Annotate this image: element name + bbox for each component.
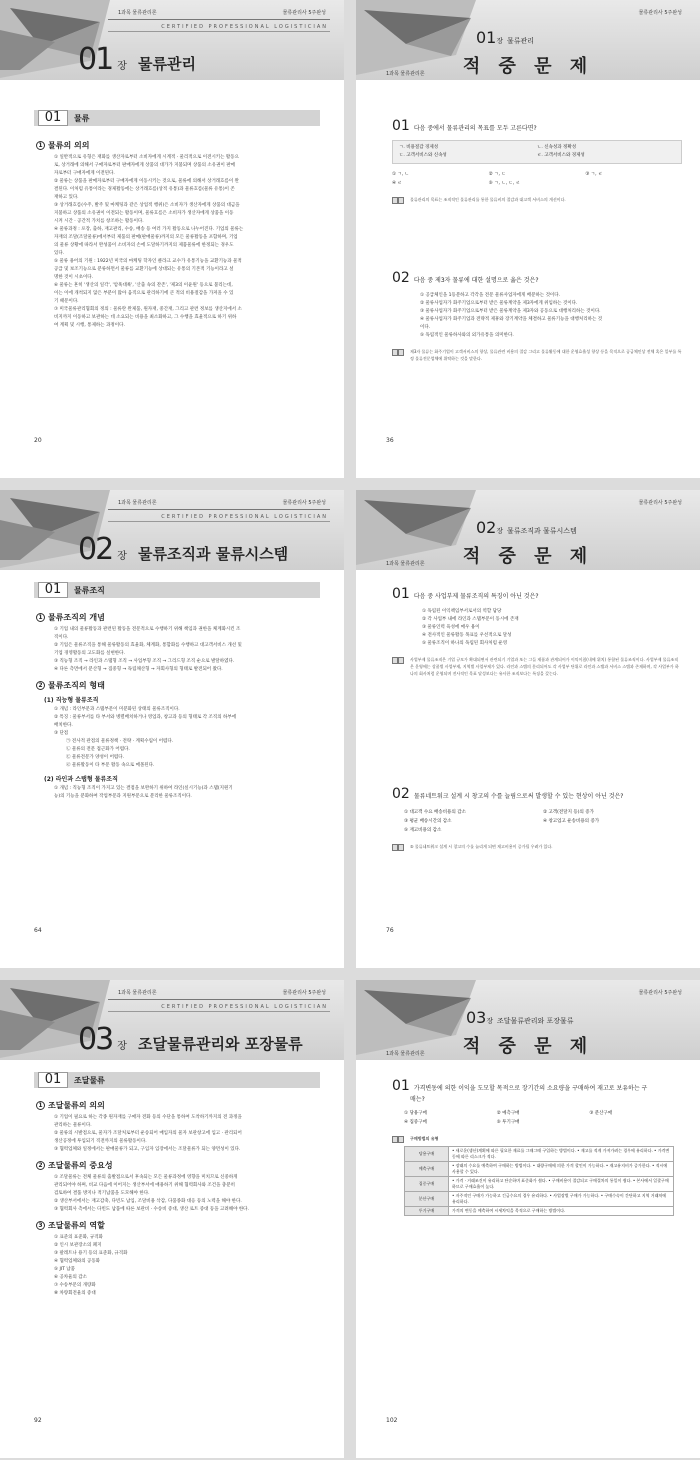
series-label: 물류관리사 5주완성 [282, 500, 326, 506]
series-label: 물류관리사 5주완성 [638, 500, 682, 506]
option[interactable]: ④ 창고업고 운송비용의 증가 [543, 819, 600, 824]
item-list [36, 154, 326, 330]
list-item: 공급 및 보조기능으로 분류하면서 물류를 교환기능에 상대되는 유통의 기본적 기능이라고 설 [54, 267, 234, 272]
list-item: 결된다. 이처럼 유통이라는 경제활동에는 상거래흐름(상적 유통)과 물류흐름(물류 유통)이 존 [54, 187, 235, 192]
header-rule [108, 509, 330, 510]
list-item: 관리되어야 하며, 비교 다음에 이어지는 생산부서에 애용하기 위해 협력회사와 조건을 충분히 [54, 1183, 235, 1188]
section-bar [34, 582, 320, 598]
option: 이다. [420, 325, 431, 330]
quiz-title: 적 중 문 제 [462, 546, 594, 567]
chapter-number: 01 [476, 28, 497, 47]
subject-label: 1과목 물류관리론 [118, 500, 157, 506]
chapter-number: 02 [476, 518, 497, 537]
heading-number: 1 [36, 141, 45, 150]
list-item: ㉡ 물류의 전문 접근화가 어렵다. [66, 747, 130, 752]
chapter-name: 조달물류관리와 포장물류 [496, 1017, 574, 1025]
list-item: 기 때문이다. [54, 299, 79, 304]
list-item: 이는 이에 개척되지 않은 부분이 많아 움직으로 관리하기에 큰 적의 비용절감을 가져올 수 있 [54, 291, 234, 296]
table-title: 구매방법의 유형 [410, 1136, 439, 1141]
page-number: 102 [386, 1417, 398, 1424]
list-item: 자로부터 구매자에게 이전된다. [54, 171, 115, 176]
list-item: ⑥ 공차율의 감소 [54, 1275, 87, 1280]
table-key-cell: 투기구매 [405, 1207, 449, 1216]
series-label: 물류관리사 5주완성 [282, 10, 326, 16]
chapter-title [78, 532, 288, 567]
heading-text: 물류의 의의 [48, 141, 90, 150]
page-number: 20 [34, 437, 42, 444]
question-1 [392, 1078, 682, 1216]
option: ① 독립된 이익책임부서로서의 역할 담당 [422, 609, 502, 614]
list-item: 로, 상거래에 의해서 구매자로부터 판매자에게 상품의 대가가 지불되며 상품의 소유권이 판매 [54, 163, 235, 168]
option: ② 물류사업자가 화주기업으로부터 받은 물류계약을 제3자에게 위임하는 것이다. [420, 301, 578, 306]
section-bar [34, 1072, 320, 1088]
option: ④ 전사적인 물류활동 목표를 우선적으로 달성 [422, 633, 512, 638]
list-item: 의 물류 상황에 따라서 완성품이 소비자의 손에 도달하기까지의 제품물류에 한정되는 경우도 [54, 243, 234, 248]
header-rule [108, 999, 330, 1000]
option[interactable]: ⑤ ㄱ, ㄴ, ㄷ, ㄹ [488, 181, 521, 186]
explanation-text: 물류관리의 목표는 조직적인 물류관리를 통한 물류비의 절감과 대고객 서비스의 개선이다. [410, 197, 566, 202]
section-number: 01 [38, 1072, 68, 1088]
header-rule [108, 1011, 330, 1012]
choice-box [392, 140, 682, 164]
list-item: 검토하여 결품 방지나 적기납품을 도모해야 한다. [54, 1191, 150, 1196]
question-text: 다음 중 제3자 물류에 대한 설명으로 옳은 것은? [413, 277, 539, 284]
heading-text: 조달물류의 역할 [48, 1221, 105, 1230]
quiz-title: 적 중 문 제 [462, 1036, 594, 1057]
list-item: ① 조달물류는 전체 물류의 출발점으로서 후속되는 모든 물류과정에 영향을 미치므로 신중하게 [54, 1175, 238, 1180]
list-item: ㉣ 물류활동이 타 부문 활동 속으로 매몰된다. [66, 763, 155, 768]
question-2 [392, 786, 682, 850]
explanation-text: ⑤ 물류네트워크 설계 시 창고의 수를 늘리게 되면 재고비용이 증가될 우려가 있다. [410, 844, 553, 849]
page-102 [356, 980, 700, 1458]
chapter-number: 03 [466, 1008, 487, 1027]
subject-sub: 1과목 물류관리론 [386, 71, 425, 77]
explanation-text: 사업부제 물류조직은 기업 규모가 확대되면서 관련되기 기업과 또는 그들 제품과 관계되어가 이익이침(내에 위치) 통합된 물류조직이다. 사업부제 물류조직은 운영에는 상품별 사업부제, 지역별 사업부제가 있다. 라인과 스탭의 분리되어도 각 사업부 단위로 라인과 스탭과 서비스 스탭과 존재하며, 각 사업부가 하나의 회사처럼 운영되며 전사적인 목표 달성보다는 유사한 조직보다는 특징을 갖는다. [410, 657, 679, 676]
quiz-title: 적 중 문 제 [462, 56, 594, 77]
table-key-cell: 분산구매 [405, 1192, 449, 1207]
chapter-name: 물류관리 [506, 37, 535, 45]
list-item: ㉠ 전사적 관점의 물류정책 · 전략 · 계획수립이 어렵다. [66, 739, 174, 744]
option: ⑤ 물류조직이 하나의 독립된 회사처럼 운영 [422, 641, 508, 646]
list-item: ㉢ 물류전문가 양성이 어렵다. [66, 755, 125, 760]
option[interactable]: ⑤ 재고비용의 감소 [404, 828, 442, 833]
chapter-title [476, 518, 577, 537]
heading-text: 물류조직의 형태 [48, 681, 105, 690]
subject-sub: 1과목 물류관리론 [386, 561, 425, 567]
subject-label: 1과목 물류관리론 [118, 990, 157, 996]
list-item: 직이다. [54, 635, 69, 640]
table-value-cell: • 자주적인 구매가 가능하고 긴급수요의 경우 유리하다. • 사업장별 구매가 가능하다. • 구매수속이 간단하고 지역 거래처에 유리하다. [449, 1192, 674, 1207]
question-number: 01 [392, 1078, 410, 1094]
subject-sub: 1과목 물류관리론 [386, 1051, 425, 1057]
content-block [36, 606, 326, 801]
explanation [392, 196, 682, 203]
explanation [392, 656, 682, 677]
list-item: ⑦ 수송부문의 개량화 [54, 1283, 96, 1288]
heading [36, 680, 326, 691]
list-item: ③ 협력회사 측에서는 다빈도 납품에 따른 보관비 · 수송비 증대, 생산 로트 증대 등을 고려해야 한다. [54, 1207, 249, 1212]
item-list [36, 1234, 326, 1298]
heading-number: 1 [36, 1101, 45, 1110]
book-icon [392, 656, 404, 665]
list-item: ⑧ 차량회전율의 증대 [54, 1291, 96, 1296]
heading-text: 조달물류의 중요성 [48, 1161, 113, 1170]
series-label: 물류관리사 5주완성 [282, 990, 326, 996]
list-item: ③ 상거래흐름(수주, 발주 및 마케팅과 같은 상업적 행위)은 소비자가 생산자에게 상품의 대금을 [54, 203, 240, 208]
item-list [36, 1174, 326, 1214]
choice: ㄴ. 신속성과 정확성 [537, 145, 577, 150]
list-item: 관리하는 물류이다. [54, 1123, 92, 1128]
heading-number: 1 [36, 613, 45, 622]
option[interactable]: ③ ㄱ, ㄹ [585, 172, 603, 177]
book-icon [392, 1135, 404, 1144]
list-item: ② 특징 : 물류부서를 타 부서와 병렬배치하거나 영업과, 창고과 등의 형태로 각 조직의 하부에 [54, 715, 237, 720]
subheading: (2) 라인과 스탭형 물류조직 [44, 776, 118, 783]
heading [36, 1100, 326, 1111]
list-item: ① 기업 내의 물류활동과 관련된 활동을 전문적으로 수행하기 위해 책임과 권한을 체계화시킨 조 [54, 627, 241, 632]
option: ④ 물류사업자가 화주기업과 전략적 제휴와 장기계약을 체결하고 물류기능을 대행처리하는 것 [420, 317, 603, 322]
page-number: 76 [386, 927, 394, 934]
page-number: 92 [34, 1417, 42, 1424]
option[interactable]: ③ 분산구매 [589, 1111, 613, 1116]
chapter-suffix: 장 [486, 1017, 494, 1025]
chapter-suffix: 장 [117, 1041, 127, 1052]
option[interactable]: ① ㄱ, ㄴ [392, 172, 410, 177]
question-number: 01 [392, 118, 410, 134]
option[interactable]: ② ㄱ, ㄷ [488, 172, 506, 177]
list-item: ⑥ 물류는 흔히 '생산의 일각', '암흑대륙', '산출 속의 잔존', '제3의 이윤원' 등으로 불리는데, [54, 283, 233, 288]
heading-text: 물류조직의 개념 [48, 613, 105, 622]
list-item: ③ 팔레트나 용기 등의 표준화, 규격화 [54, 1251, 128, 1256]
content-block [36, 134, 326, 330]
table-caption [392, 1135, 682, 1142]
list-item: ② 인시 보관장소의 폐지 [54, 1243, 102, 1248]
chapter-number: 01 [78, 42, 113, 77]
question-2 [392, 270, 682, 362]
heading [36, 1160, 326, 1171]
question-number: 02 [392, 786, 410, 802]
page-number: 36 [386, 437, 394, 444]
subject-label: 1과목 물류관리론 [118, 10, 157, 16]
tagline: CERTIFIED PROFESSIONAL LOGISTICIAN [161, 1004, 328, 1010]
page-92 [0, 980, 344, 1458]
option-list [404, 1109, 682, 1127]
list-item: 능)의 기능을 분화하여 작업부문과 지원부문으로 분리한 물류조직이다. [54, 794, 192, 799]
list-item: ② 기업은 물류조직을 통해 물류활동의 효율화, 체계화, 통합화를 수행하고 대고객서비스 개선 및 [54, 643, 242, 648]
list-item: 시켜 시간 · 공간적 가치를 창조하는 활동이다. [54, 219, 144, 224]
page-76 [356, 490, 700, 968]
header-rule [108, 521, 330, 522]
chapter-name: 조달물류관리와 포장물류 [138, 1035, 303, 1053]
choice: ㄹ. 고객서비스와 경제성 [537, 153, 585, 158]
option: ③ 물류사업자가 화주기업으로부터 받은 물류계약을 제3자와 공동으로 대행처리하는 것이다. [420, 309, 601, 314]
table-value-cell: • 새로운(생산)계획에 따른 필요한 재료를 그때그때 구입하는 방법이다. • 재고를 적게 가져가려는 경우에 유리하다. • 가격변동에 따른 리스크가 적다. [449, 1147, 674, 1162]
list-item: ① 개념 : 직능형 조직이 가지고 있는 결점을 보완하기 위하여 라인(실시기능)과 스탭(지원기 [54, 786, 233, 791]
list-item: ⑦ 미국물류관리협회의 정의 : 물류란 완제품, 원자재, 중간재, 그리고 관련 정보를 생산지에서 소 [54, 307, 242, 312]
question-text: 다음 중 사업부제 물류조직의 특징이 아닌 것은? [413, 593, 539, 600]
heading [36, 1220, 326, 1231]
list-item: 비지까지 이동하고 보관하는 데 소요되는 비용을 최소화하고, 그 수행을 효율적으로 하기 위하 [54, 315, 237, 320]
heading-number: 3 [36, 1221, 45, 1230]
option: ⑤ 독립적인 물류하사와의 외가유통을 의미한다. [420, 333, 514, 338]
section-number: 01 [38, 582, 68, 598]
list-item: ① 일반적으로 유형은 재화를 생산자로부터 소비자에게 시계적 · 물리적으로 이전시키는 활동으 [54, 155, 239, 160]
option-list [404, 808, 682, 835]
page-20 [0, 0, 344, 478]
option: ① 공급체인을 1등분하고 각각을 전문 물류사업자에게 배분하는 것이다. [420, 293, 561, 298]
explanation-text: 제3자 물류는 화주기업이 고객서비스의 향상, 물류관련 비용의 절감 그리고 물류활동에 대한 운영효율성 향상 등을 목적으로 공급체인상 전체 혹은 일부를 특정 물류전문업체에 위탁하는 것을 말한다. [410, 349, 682, 361]
list-item: 재하고 있다. [54, 195, 79, 200]
option[interactable]: ① 당용구매 [404, 1111, 427, 1116]
option[interactable]: ② 고객(전달지 등)의 증가 [543, 810, 594, 815]
chapter-suffix: 장 [117, 61, 127, 72]
question-text: 가격변동에 의한 이익을 도모할 목적으로 장기간의 소요량을 구매하여 재고로 보유하는 구 [413, 1085, 648, 1092]
section-bar [34, 110, 320, 126]
table-value-cell: • 가격 · 거래조건이 유리하고 단순하며 표준화가 쉽다. • 구매비용이 절감되고 구매절차의 통일이 쉽다. • 본사에서 일괄구매하므로 구매효율이 높다. [449, 1177, 674, 1192]
chapter-number: 02 [78, 532, 113, 567]
series-label: 물류관리사 5주완성 [638, 990, 682, 996]
heading [36, 140, 326, 151]
item-list [36, 706, 326, 738]
table-row [405, 1192, 674, 1207]
list-item: ② 물류는 상품을 판매자로부터 구매자에게 이동시키는 것으로, 물류에 의해서 상거래흐름이 완 [54, 179, 239, 184]
header-rule [108, 19, 330, 20]
book-icon [392, 843, 404, 852]
option[interactable]: ② 예측구매 [496, 1111, 520, 1116]
question-1 [392, 118, 682, 203]
page-36 [356, 0, 700, 478]
table-row [405, 1207, 674, 1216]
table-row [405, 1177, 674, 1192]
list-item: ④ 협력업체와의 공동화 [54, 1259, 101, 1264]
section-title: 물류조직 [74, 586, 105, 595]
heading [36, 612, 326, 623]
book-icon [392, 348, 404, 357]
option[interactable]: ⑤ 투기구매 [496, 1120, 520, 1125]
item-list [36, 785, 326, 801]
list-item: 기업 경영활동의 고도화를 실현한다. [54, 651, 125, 656]
list-item: ③ 단점 [54, 731, 69, 736]
list-item: ① 표준의 표준화, 규격화 [54, 1235, 103, 1240]
question-number: 01 [392, 586, 410, 602]
item-list [36, 1114, 326, 1154]
heading-number: 2 [36, 1161, 45, 1170]
chapter-name: 물류관리 [138, 55, 197, 73]
list-item: ① 기업이 필요로 하는 각종 원자재를 구매자 전화 등의 수단을 통하여 도착하기까지의 전 과정을 [54, 1115, 242, 1120]
table-value-cell: • 장래의 수요를 예측하여 구매하는 방법이다. • 대량구매에 의한 가격 할인이 가능하다. • 재고유지비가 증가한다. • 적시에 사용할 수 있다. [449, 1162, 674, 1177]
list-item: ⑤ 물류 용어의 기원 : 1922년 미국의 마케팅 학자인 클라크 교수가 유통기능을 교환기능과 물적 [54, 259, 242, 264]
question-text-cont: 매는? [410, 1096, 425, 1103]
chapter-title [78, 1022, 303, 1057]
tagline: CERTIFIED PROFESSIONAL LOGISTICIAN [161, 24, 328, 30]
item-list [36, 626, 326, 674]
option: ② 각 사업부 내에 라인과 스탭부문이 동시에 존재 [422, 617, 519, 622]
question-text: 물류네트워크 설계 시 창고의 수를 늘림으로써 발생할 수 있는 현상이 아닌 것은? [413, 793, 624, 800]
list-item: ② 물류의 시발점으로, 물자가 조달처로부터 운송되어 매입자의 물자 보관창고에 입고 · 관리되어 [54, 1131, 242, 1136]
question-1 [392, 586, 682, 677]
table-key-cell: 집중구매 [405, 1177, 449, 1192]
list-item: ④ 물류과정 : 포장, 출하, 재고관리, 수송, 배송 등 여러 가지 활동으로 나누어진다. 기업의 물류는 [54, 227, 244, 232]
chapter-suffix: 장 [496, 37, 504, 45]
question-number: 02 [392, 270, 410, 286]
heading-text: 조달물류의 의의 [48, 1101, 105, 1110]
chapter-title [466, 1008, 574, 1027]
heading-number: 2 [36, 681, 45, 690]
chapter-title [476, 28, 534, 47]
content-block [36, 1094, 326, 1298]
page-number: 64 [34, 927, 42, 934]
subheading: (1) 직능형 물류조직 [44, 697, 99, 704]
list-item: ④ 다른 측면에서 분산형 → 집중형 → 독립채산형 → 자회사형의 형태로 발전되어 왔다. [54, 667, 223, 672]
option: ③ 물류인력 육성에 매우 용이 [422, 625, 480, 630]
table-value-cell: 가격의 변동을 예측하여 시세차익을 목적으로 구매하는 방법이다. [449, 1207, 674, 1216]
list-item: 자재의 조달(조달물류)에서부터 제품의 판매(판매물류)까지의 모든 물류활동을 포함하며, 기업 [54, 235, 238, 240]
option[interactable]: ③ 평균 배송시간의 감소 [404, 819, 452, 824]
choice: ㄷ. 고객서비스와 신속성 [399, 153, 447, 158]
section-title: 물류 [74, 114, 90, 123]
explanation [392, 348, 682, 362]
chapter-suffix: 장 [117, 551, 127, 562]
list-item: 생산공정에 투입되기 직전까지의 물류활동이다. [54, 1139, 147, 1144]
list-item: 지불하고 상품의 소유권이 이전되는 활동이며, 물류흐름은 소비자가 생산자에게 상품을 이동 [54, 211, 234, 216]
option[interactable]: ① 대고객 수요 배송비용의 감소 [404, 810, 466, 815]
option[interactable]: ④ ㄹ [392, 181, 402, 186]
option[interactable]: ④ 집중구매 [404, 1120, 427, 1125]
list-item: ⑤ JIT 납품 [54, 1267, 75, 1272]
header-rule [108, 31, 330, 32]
section-number: 01 [38, 110, 68, 126]
tagline: CERTIFIED PROFESSIONAL LOGISTICIAN [161, 514, 328, 520]
option-list [404, 608, 682, 648]
list-item: 여 계획 및 시행, 통제하는 과정이다. [54, 323, 125, 328]
choice: ㄱ. 비용절감 경제성 [399, 145, 439, 150]
item-list [36, 738, 326, 770]
list-item: 있다. [54, 251, 65, 256]
table-row [405, 1147, 674, 1162]
option-list [402, 292, 682, 340]
table-key-cell: 당용구매 [405, 1147, 449, 1162]
option-list [392, 170, 682, 188]
list-item: ① 개념 : 라인부문과 스탭부문이 미분화된 상태의 물류조직이다. [54, 707, 180, 712]
explanation [392, 843, 682, 850]
list-item: 배치한다. [54, 723, 73, 728]
chapter-name: 물류조직과 물류시스템 [138, 545, 289, 563]
list-item: ③ 협력업체와 일정에서는 판매물류가 되고, 구입자 입장에서는 조달물류가 되는 양면성이 있다. [54, 1147, 241, 1152]
question-text: 다음 중에서 물류관리의 목표를 모두 고른다면? [413, 125, 537, 132]
series-label: 물류관리사 5주완성 [638, 10, 682, 16]
chapter-suffix: 장 [496, 527, 504, 535]
chapter-name: 물류조직과 물류시스템 [506, 527, 577, 535]
chapter-title [78, 42, 196, 77]
list-item: ② 생산부서에서는 재고감축, 다빈도 납입, 조달비용 삭감, 다품종화 대응 등의 노력을 해야 한다. [54, 1199, 242, 1204]
page-64 [0, 490, 344, 968]
list-item: ③ 직능형 조직 → 라인과 스탭형 조직 → 사업부형 조직 → 그리드형 조직 순으로 발달하였다. [54, 659, 235, 664]
purchase-types-table [404, 1146, 674, 1216]
book-icon [392, 196, 404, 205]
list-item: 명한 것이 시초이다. [54, 275, 94, 280]
table-row [405, 1162, 674, 1177]
table-key-cell: 예측구매 [405, 1162, 449, 1177]
section-title: 조달물류 [74, 1076, 105, 1085]
chapter-number: 03 [78, 1022, 113, 1057]
